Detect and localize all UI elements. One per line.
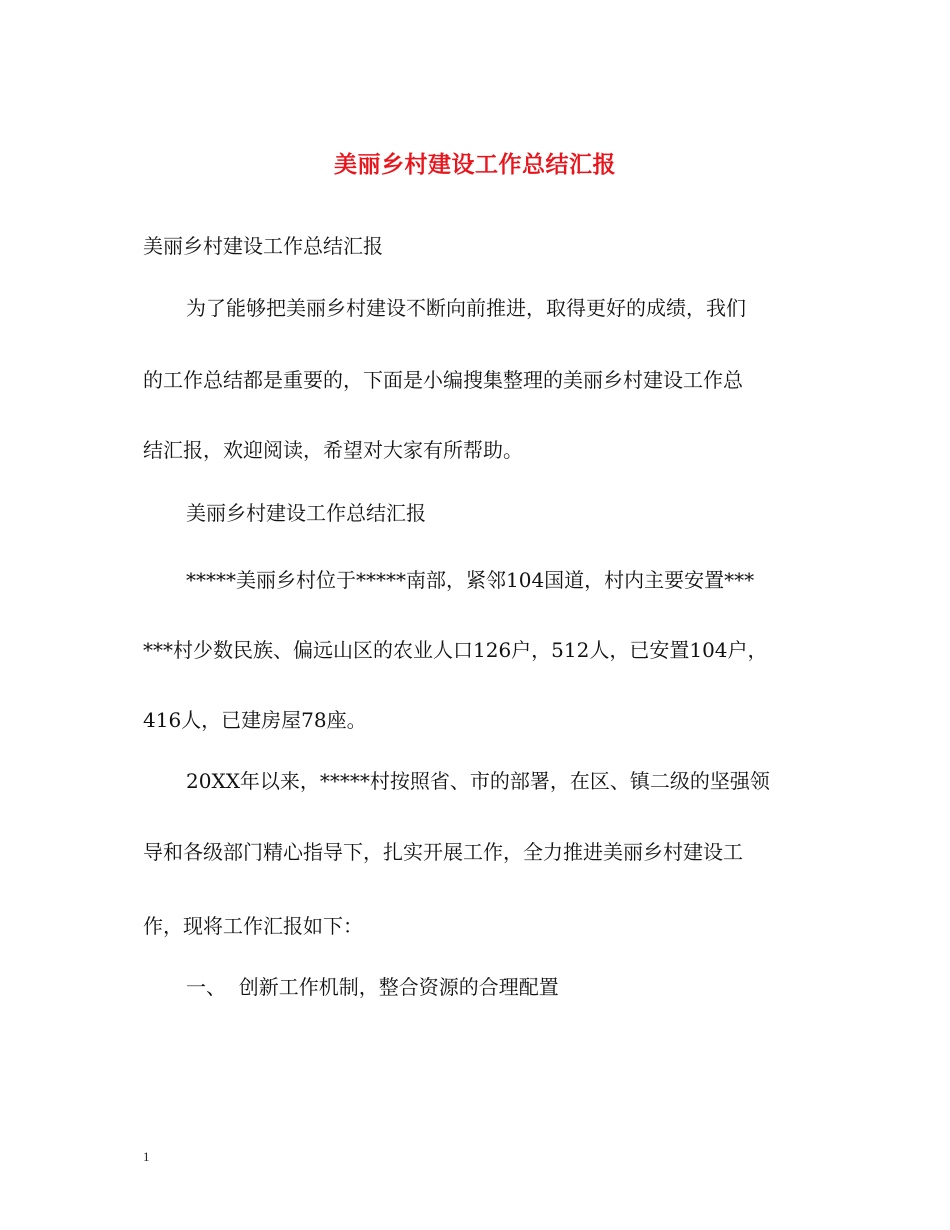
- page-number: 1: [143, 1149, 150, 1164]
- paragraph-line: 结汇报，欢迎阅读，希望对大家有所帮助。: [143, 438, 523, 462]
- paragraph-line: 作，现将工作汇报如下：: [143, 914, 363, 938]
- paragraph-line: 为了能够把美丽乡村建设不断向前推进，取得更好的成绩，我们: [186, 296, 746, 320]
- section-heading-line: 美丽乡村建设工作总结汇报: [186, 501, 426, 525]
- paragraph-line: 20XX年以来，*****村按照省、市的部署，在区、镇二级的坚强领: [186, 769, 770, 793]
- subtitle-line: 美丽乡村建设工作总结汇报: [143, 234, 383, 258]
- paragraph-line: ***村少数民族、偏远山区的农业人口126户，512人，已安置104户，: [143, 638, 768, 662]
- paragraph-line: 的工作总结都是重要的，下面是小编搜集整理的美丽乡村建设工作总: [143, 368, 743, 392]
- paragraph-line: *****美丽乡村位于*****南部，紧邻104国道，村内主要安置***: [186, 568, 755, 592]
- document-title: 美丽乡村建设工作总结汇报: [334, 151, 616, 178]
- paragraph-line: 导和各级部门精心指导下，扎实开展工作，全力推进美丽乡村建设工: [143, 840, 743, 864]
- paragraph-line: 416人，已建房屋78座。: [143, 708, 367, 732]
- section-heading-line: 一、 创新工作机制，整合资源的合理配置: [186, 975, 559, 999]
